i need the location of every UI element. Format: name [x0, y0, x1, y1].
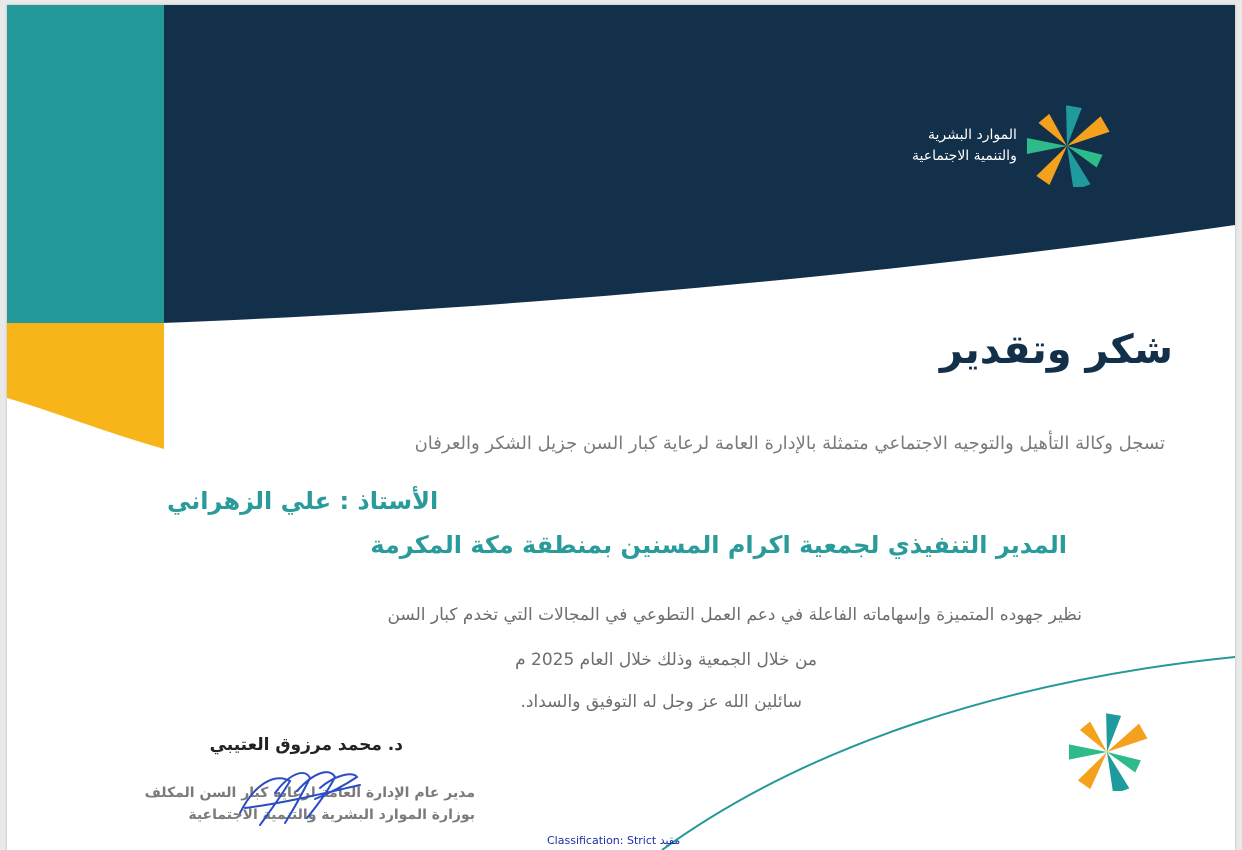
certificate-sheet	[7, 5, 1235, 850]
org-logo-line1: الموارد البشرية	[928, 127, 1017, 143]
signature-icon	[235, 763, 365, 833]
body-line-2: من خلال الجمعية وذلك خلال العام 2025 م	[515, 650, 817, 670]
gold-corner-shape	[7, 323, 164, 449]
star-logo-icon	[1059, 713, 1155, 791]
signatory-name: د. محمد مرزوق العتيبي	[209, 735, 403, 755]
teal-stripe	[7, 5, 164, 325]
org-logo-line2: والتنمية الاجتماعية	[912, 148, 1017, 164]
body-line-3: سائلين الله عز وجل له التوفيق والسداد.	[520, 692, 802, 712]
certificate-intro: تسجل وكالة التأهيل والتوجيه الاجتماعي متمثلة بالإدارة العامة لرعاية كبار السن جزيل الشكر والعرفان	[414, 433, 1165, 454]
signatory-title-line2: بوزارة الموارد البشرية والتنمية الاجتماعية	[188, 807, 475, 823]
org-logo-bottom	[1059, 713, 1155, 795]
signatory-title-line1: مدير عام الإدارة العامة لرعاية كبار السن المكلف	[144, 785, 475, 801]
certificate-title: شكر وتقدير	[939, 327, 1173, 373]
classification-label: Classification: Strict مقيد	[547, 834, 681, 847]
honoree-name: الأستاذ : علي الزهراني	[167, 487, 439, 515]
org-logo-text	[912, 125, 1017, 167]
org-logo	[902, 105, 1117, 187]
body-line-1: نظير جهوده المتميزة وإسهاماته الفاعلة في دعم العمل التطوعي في المجالات التي تخدم كبار السن	[387, 605, 1082, 625]
honoree-role: المدير التنفيذي لجمعية اكرام المسنين بمنطقة مكة المكرمة	[370, 531, 1067, 559]
star-logo-icon	[1017, 105, 1117, 187]
